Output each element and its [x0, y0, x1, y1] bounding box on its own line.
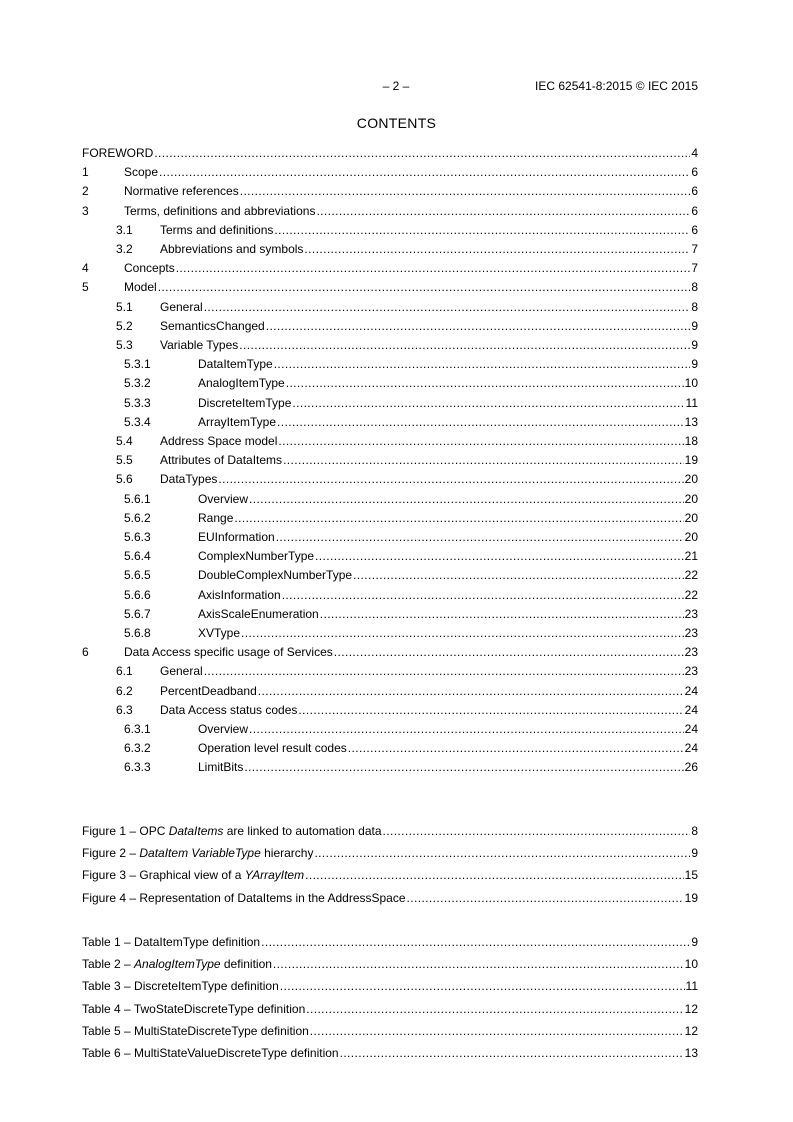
- leader-dots: [292, 395, 684, 412]
- toc-entry-title: AxisInformation: [198, 588, 281, 602]
- toc-entry[interactable]: [0, 663, 793, 680]
- toc-entry-page: 20: [684, 492, 698, 506]
- leader-dots: [240, 183, 691, 200]
- toc-entry-page: 6: [691, 165, 698, 179]
- toc-entry-page: 24: [684, 684, 698, 698]
- figure-entry-page: 19: [684, 891, 698, 905]
- standard-reference: IEC 62541-8:2015 © IEC 2015: [535, 79, 698, 93]
- toc-entry[interactable]: [0, 337, 793, 354]
- figure-entry[interactable]: [0, 890, 793, 907]
- table-entry-page: 11: [685, 979, 698, 993]
- toc-entry-page: 21: [684, 549, 698, 563]
- figure-entry-page: 15: [684, 868, 698, 882]
- leader-dots: [204, 663, 684, 680]
- toc-entry[interactable]: [0, 395, 793, 412]
- toc-entry[interactable]: [0, 625, 793, 642]
- leader-dots: [158, 279, 691, 296]
- toc-entry-title: General: [160, 664, 203, 678]
- toc-entry[interactable]: [0, 299, 793, 316]
- caption-text: Table 4 – TwoStateDiscreteType definition: [82, 1002, 306, 1016]
- table-entry[interactable]: [0, 978, 793, 995]
- toc-entry-number: 5.3.1: [124, 357, 151, 371]
- table-entry-page: 10: [684, 957, 698, 971]
- leader-dots: [310, 1023, 684, 1040]
- toc-entry-number: 6: [82, 645, 89, 659]
- toc-entry-title: Overview: [198, 492, 249, 506]
- contents-title: CONTENTS: [356, 115, 437, 131]
- caption-text: DataItems: [168, 824, 224, 838]
- table-entry[interactable]: [0, 1023, 793, 1040]
- table-entry-title: [82, 956, 273, 973]
- toc-entry-number: 5.6: [116, 472, 133, 486]
- toc-entry-number: 6.1: [116, 664, 133, 678]
- leader-dots: [241, 625, 684, 642]
- toc-entry-title: AxisScaleEnumeration: [198, 607, 319, 621]
- table-entry-page: 13: [684, 1046, 698, 1060]
- leader-dots: [274, 222, 690, 239]
- leader-dots: [348, 740, 684, 757]
- toc-entry[interactable]: [0, 356, 793, 373]
- toc-entry-title: Terms and definitions: [160, 223, 274, 237]
- leader-dots: [249, 721, 684, 738]
- toc-entry-number: 3.2: [116, 242, 133, 256]
- toc-entry-page: 8: [691, 300, 698, 314]
- toc-entry-page: 4: [691, 146, 698, 160]
- caption-text: AnalogItemType: [134, 957, 221, 971]
- toc-entry[interactable]: [0, 683, 793, 700]
- toc-entry-title: Overview: [198, 722, 249, 736]
- leader-dots: [306, 1001, 683, 1018]
- toc-entry-title: ArrayItemType: [198, 415, 277, 429]
- toc-entry-page: 20: [684, 530, 698, 544]
- caption-text: Table 6 – MultiStateValueDiscreteType definition: [82, 1046, 339, 1060]
- toc-entry-page: 22: [684, 588, 698, 602]
- table-entry-page: 12: [684, 1024, 698, 1038]
- table-entry-title: [82, 978, 280, 995]
- toc-entry[interactable]: [0, 433, 793, 450]
- toc-entry[interactable]: [0, 471, 793, 488]
- leader-dots: [239, 337, 690, 354]
- table-entry-title: [82, 934, 261, 951]
- toc-entry-page: 26: [684, 760, 698, 774]
- figure-entry-page: 8: [691, 824, 698, 838]
- toc-entry[interactable]: [0, 606, 793, 623]
- leader-dots: [280, 978, 685, 995]
- toc-entry-page: 11: [685, 396, 698, 410]
- caption-text: hierarchy: [260, 846, 314, 860]
- toc-entry-title: EUInformation: [198, 530, 275, 544]
- toc-entry-number: 6.3.1: [124, 722, 151, 736]
- leader-dots: [274, 356, 691, 373]
- toc-entry-number: 6.2: [116, 684, 133, 698]
- toc-entry-page: 19: [684, 453, 698, 467]
- leader-dots: [277, 414, 684, 431]
- toc-entry-number: 5.6.7: [124, 607, 151, 621]
- leader-dots: [261, 934, 690, 951]
- toc-entry-number: 5.1: [116, 300, 133, 314]
- leader-dots: [315, 548, 684, 565]
- toc-entry-title: Concepts: [124, 261, 175, 275]
- toc-entry-number: 5.6.3: [124, 530, 151, 544]
- toc-entry[interactable]: [0, 375, 793, 392]
- toc-entry-title: DoubleComplexNumberType: [198, 568, 353, 582]
- toc-entry-page: 9: [691, 319, 698, 333]
- toc-entry-title: AnalogItemType: [198, 376, 285, 390]
- toc-entry-page: 18: [684, 434, 698, 448]
- toc-entry-title: Address Space model: [160, 434, 278, 448]
- toc-entry[interactable]: [0, 587, 793, 604]
- toc-entry[interactable]: [0, 241, 793, 258]
- toc-entry-title: SemanticsChanged: [160, 319, 265, 333]
- toc-entry-title: PercentDeadband: [160, 684, 257, 698]
- caption-text: Figure 2 –: [82, 846, 140, 860]
- toc-entry[interactable]: [0, 548, 793, 565]
- leader-dots: [340, 1045, 684, 1062]
- toc-entry-title: Abbreviations and symbols: [160, 242, 304, 256]
- toc-entry-page: 23: [684, 626, 698, 640]
- toc-entry-page: 13: [684, 415, 698, 429]
- table-entry-page: 9: [691, 935, 698, 949]
- figure-entry[interactable]: [0, 823, 793, 840]
- leader-dots: [249, 491, 684, 508]
- toc-entry[interactable]: [0, 567, 793, 584]
- toc-entry-number: 3: [82, 204, 89, 218]
- caption-text: Figure 3 – Graphical view of a: [82, 868, 245, 882]
- table-entry-title: [82, 1023, 310, 1040]
- toc-entry-page: 24: [684, 741, 698, 755]
- toc-entry[interactable]: [0, 164, 793, 181]
- toc-entry-page: 20: [684, 472, 698, 486]
- toc-entry-title: Scope: [124, 165, 159, 179]
- toc-entry-number: 5.6.1: [124, 492, 151, 506]
- toc-entry-title: Data Access status codes: [160, 703, 298, 717]
- toc-entry-page: 9: [691, 338, 698, 352]
- toc-entry-number: 5.6.4: [124, 549, 151, 563]
- toc-entry-title: FOREWORD: [82, 146, 154, 160]
- toc-entry[interactable]: [0, 222, 793, 239]
- caption-text: Table 3 – DiscreteItemType definition: [82, 979, 279, 993]
- toc-entry-number: 6.3.3: [124, 760, 151, 774]
- toc-entry-number: 5.3.4: [124, 415, 151, 429]
- toc-entry-page: 24: [684, 722, 698, 736]
- leader-dots: [176, 260, 691, 277]
- toc-entry-page: 23: [684, 664, 698, 678]
- figure-entry-title: [82, 823, 383, 840]
- toc-entry[interactable]: [0, 145, 793, 162]
- toc-entry-page: 20: [684, 511, 698, 525]
- table-entry[interactable]: [0, 956, 793, 973]
- table-entry[interactable]: [0, 934, 793, 951]
- toc-entry-number: 4: [82, 261, 89, 275]
- toc-entry[interactable]: [0, 260, 793, 277]
- leader-dots: [383, 823, 691, 840]
- caption-text: Table 5 – MultiStateDiscreteType definition: [82, 1024, 309, 1038]
- toc-entry-number: 5.3.3: [124, 396, 151, 410]
- toc-entry[interactable]: [0, 644, 793, 661]
- leader-dots: [234, 510, 683, 527]
- toc-entry-title: XVType: [198, 626, 241, 640]
- toc-entry[interactable]: [0, 529, 793, 546]
- toc-entry-title: Variable Types: [160, 338, 239, 352]
- figure-entry-title: [82, 867, 305, 884]
- page-number: – 2 –: [382, 79, 410, 93]
- toc-entry-number: 5.3.2: [124, 376, 151, 390]
- toc-entry-title: Data Access specific usage of Services: [124, 645, 333, 659]
- toc-entry-page: 7: [691, 261, 698, 275]
- leader-dots: [316, 203, 690, 220]
- toc-entry-number: 5.6.6: [124, 588, 151, 602]
- leader-dots: [218, 471, 683, 488]
- toc-entry[interactable]: [0, 740, 793, 757]
- toc-entry-number: 2: [82, 184, 89, 198]
- table-entry-page: 12: [684, 1002, 698, 1016]
- toc-entry[interactable]: [0, 183, 793, 200]
- caption-text: Table 1 – DataItemType definition: [82, 935, 261, 949]
- leader-dots: [282, 587, 684, 604]
- toc-entry-page: 8: [691, 280, 698, 294]
- leader-dots: [334, 644, 684, 661]
- leader-dots: [278, 433, 683, 450]
- toc-entry-page: 6: [691, 184, 698, 198]
- toc-entry-page: 24: [684, 703, 698, 717]
- caption-text: Table 2 –: [82, 957, 135, 971]
- toc-entry[interactable]: [0, 702, 793, 719]
- toc-entry-number: 5.6.5: [124, 568, 151, 582]
- caption-text: definition: [220, 957, 272, 971]
- toc-entry[interactable]: [0, 203, 793, 220]
- figure-entry-page: 9: [691, 846, 698, 860]
- toc-entry[interactable]: [0, 759, 793, 776]
- leader-dots: [154, 145, 690, 162]
- leader-dots: [314, 845, 690, 862]
- figure-entry[interactable]: [0, 845, 793, 862]
- leader-dots: [276, 529, 684, 546]
- toc-entry-number: 6.3: [116, 703, 133, 717]
- table-entry[interactable]: [0, 1001, 793, 1018]
- caption-text: Figure 1 – OPC: [82, 824, 169, 838]
- toc-entry-page: 6: [691, 223, 698, 237]
- toc-entry[interactable]: [0, 721, 793, 738]
- toc-entry-title: ComplexNumberType: [198, 549, 315, 563]
- toc-entry-number: 5.2: [116, 319, 133, 333]
- toc-entry[interactable]: [0, 318, 793, 335]
- leader-dots: [159, 164, 690, 181]
- toc-entry-number: 6.3.2: [124, 741, 151, 755]
- toc-entry[interactable]: [0, 491, 793, 508]
- toc-entry-title: Normative references: [124, 184, 239, 198]
- leader-dots: [258, 683, 684, 700]
- toc-entry-title: General: [160, 300, 203, 314]
- leader-dots: [266, 318, 691, 335]
- leader-dots: [204, 299, 691, 316]
- leader-dots: [305, 867, 684, 884]
- toc-entry-title: DataItemType: [198, 357, 273, 371]
- toc-entry-title: Model: [124, 280, 157, 294]
- toc-entry-title: DataTypes: [160, 472, 218, 486]
- leader-dots: [244, 759, 683, 776]
- toc-entry-number: 3.1: [116, 223, 133, 237]
- toc-entry-number: 5.6.8: [124, 626, 151, 640]
- toc-entry-page: 6: [691, 204, 698, 218]
- toc-entry-page: 10: [684, 376, 698, 390]
- toc-entry-number: 5.4: [116, 434, 133, 448]
- leader-dots: [407, 890, 684, 907]
- toc-entry-page: 7: [691, 242, 698, 256]
- leader-dots: [283, 452, 684, 469]
- table-entry[interactable]: [0, 1045, 793, 1062]
- figure-entry-title: [82, 890, 407, 907]
- toc-entry-title: Operation level result codes: [198, 741, 347, 755]
- figure-entry-title: [82, 845, 314, 862]
- toc-entry[interactable]: [0, 510, 793, 527]
- toc-entry[interactable]: [0, 414, 793, 431]
- toc-entry-number: 1: [82, 165, 89, 179]
- toc-entry-page: 23: [684, 607, 698, 621]
- caption-text: DataItem VariableType: [139, 846, 261, 860]
- toc-entry-title: DiscreteItemType: [198, 396, 292, 410]
- toc-entry-title: Attributes of DataItems: [160, 453, 283, 467]
- toc-entry-title: LimitBits: [198, 760, 244, 774]
- toc-entry-page: 23: [684, 645, 698, 659]
- leader-dots: [273, 956, 684, 973]
- leader-dots: [286, 375, 684, 392]
- toc-entry-title: Terms, definitions and abbreviations: [124, 204, 316, 218]
- toc-entry[interactable]: [0, 279, 793, 296]
- caption-text: Figure 4 – Representation of DataItems in the AddressSpace: [82, 891, 406, 905]
- toc-entry-number: 5: [82, 280, 89, 294]
- toc-entry-number: 5.5: [116, 453, 133, 467]
- caption-text: are linked to automation data: [223, 824, 382, 838]
- leader-dots: [298, 702, 683, 719]
- toc-entry-title: Range: [198, 511, 234, 525]
- toc-entry-number: 5.6.2: [124, 511, 151, 525]
- table-entry-title: [82, 1001, 306, 1018]
- table-entry-title: [82, 1045, 340, 1062]
- toc-entry-page: 22: [684, 568, 698, 582]
- leader-dots: [320, 606, 684, 623]
- toc-entry-number: 5.3: [116, 338, 133, 352]
- toc-entry[interactable]: [0, 452, 793, 469]
- leader-dots: [304, 241, 690, 258]
- figure-entry[interactable]: [0, 867, 793, 884]
- toc-entry-page: 9: [691, 357, 698, 371]
- caption-text: YArrayItem: [244, 868, 305, 882]
- leader-dots: [353, 567, 684, 584]
